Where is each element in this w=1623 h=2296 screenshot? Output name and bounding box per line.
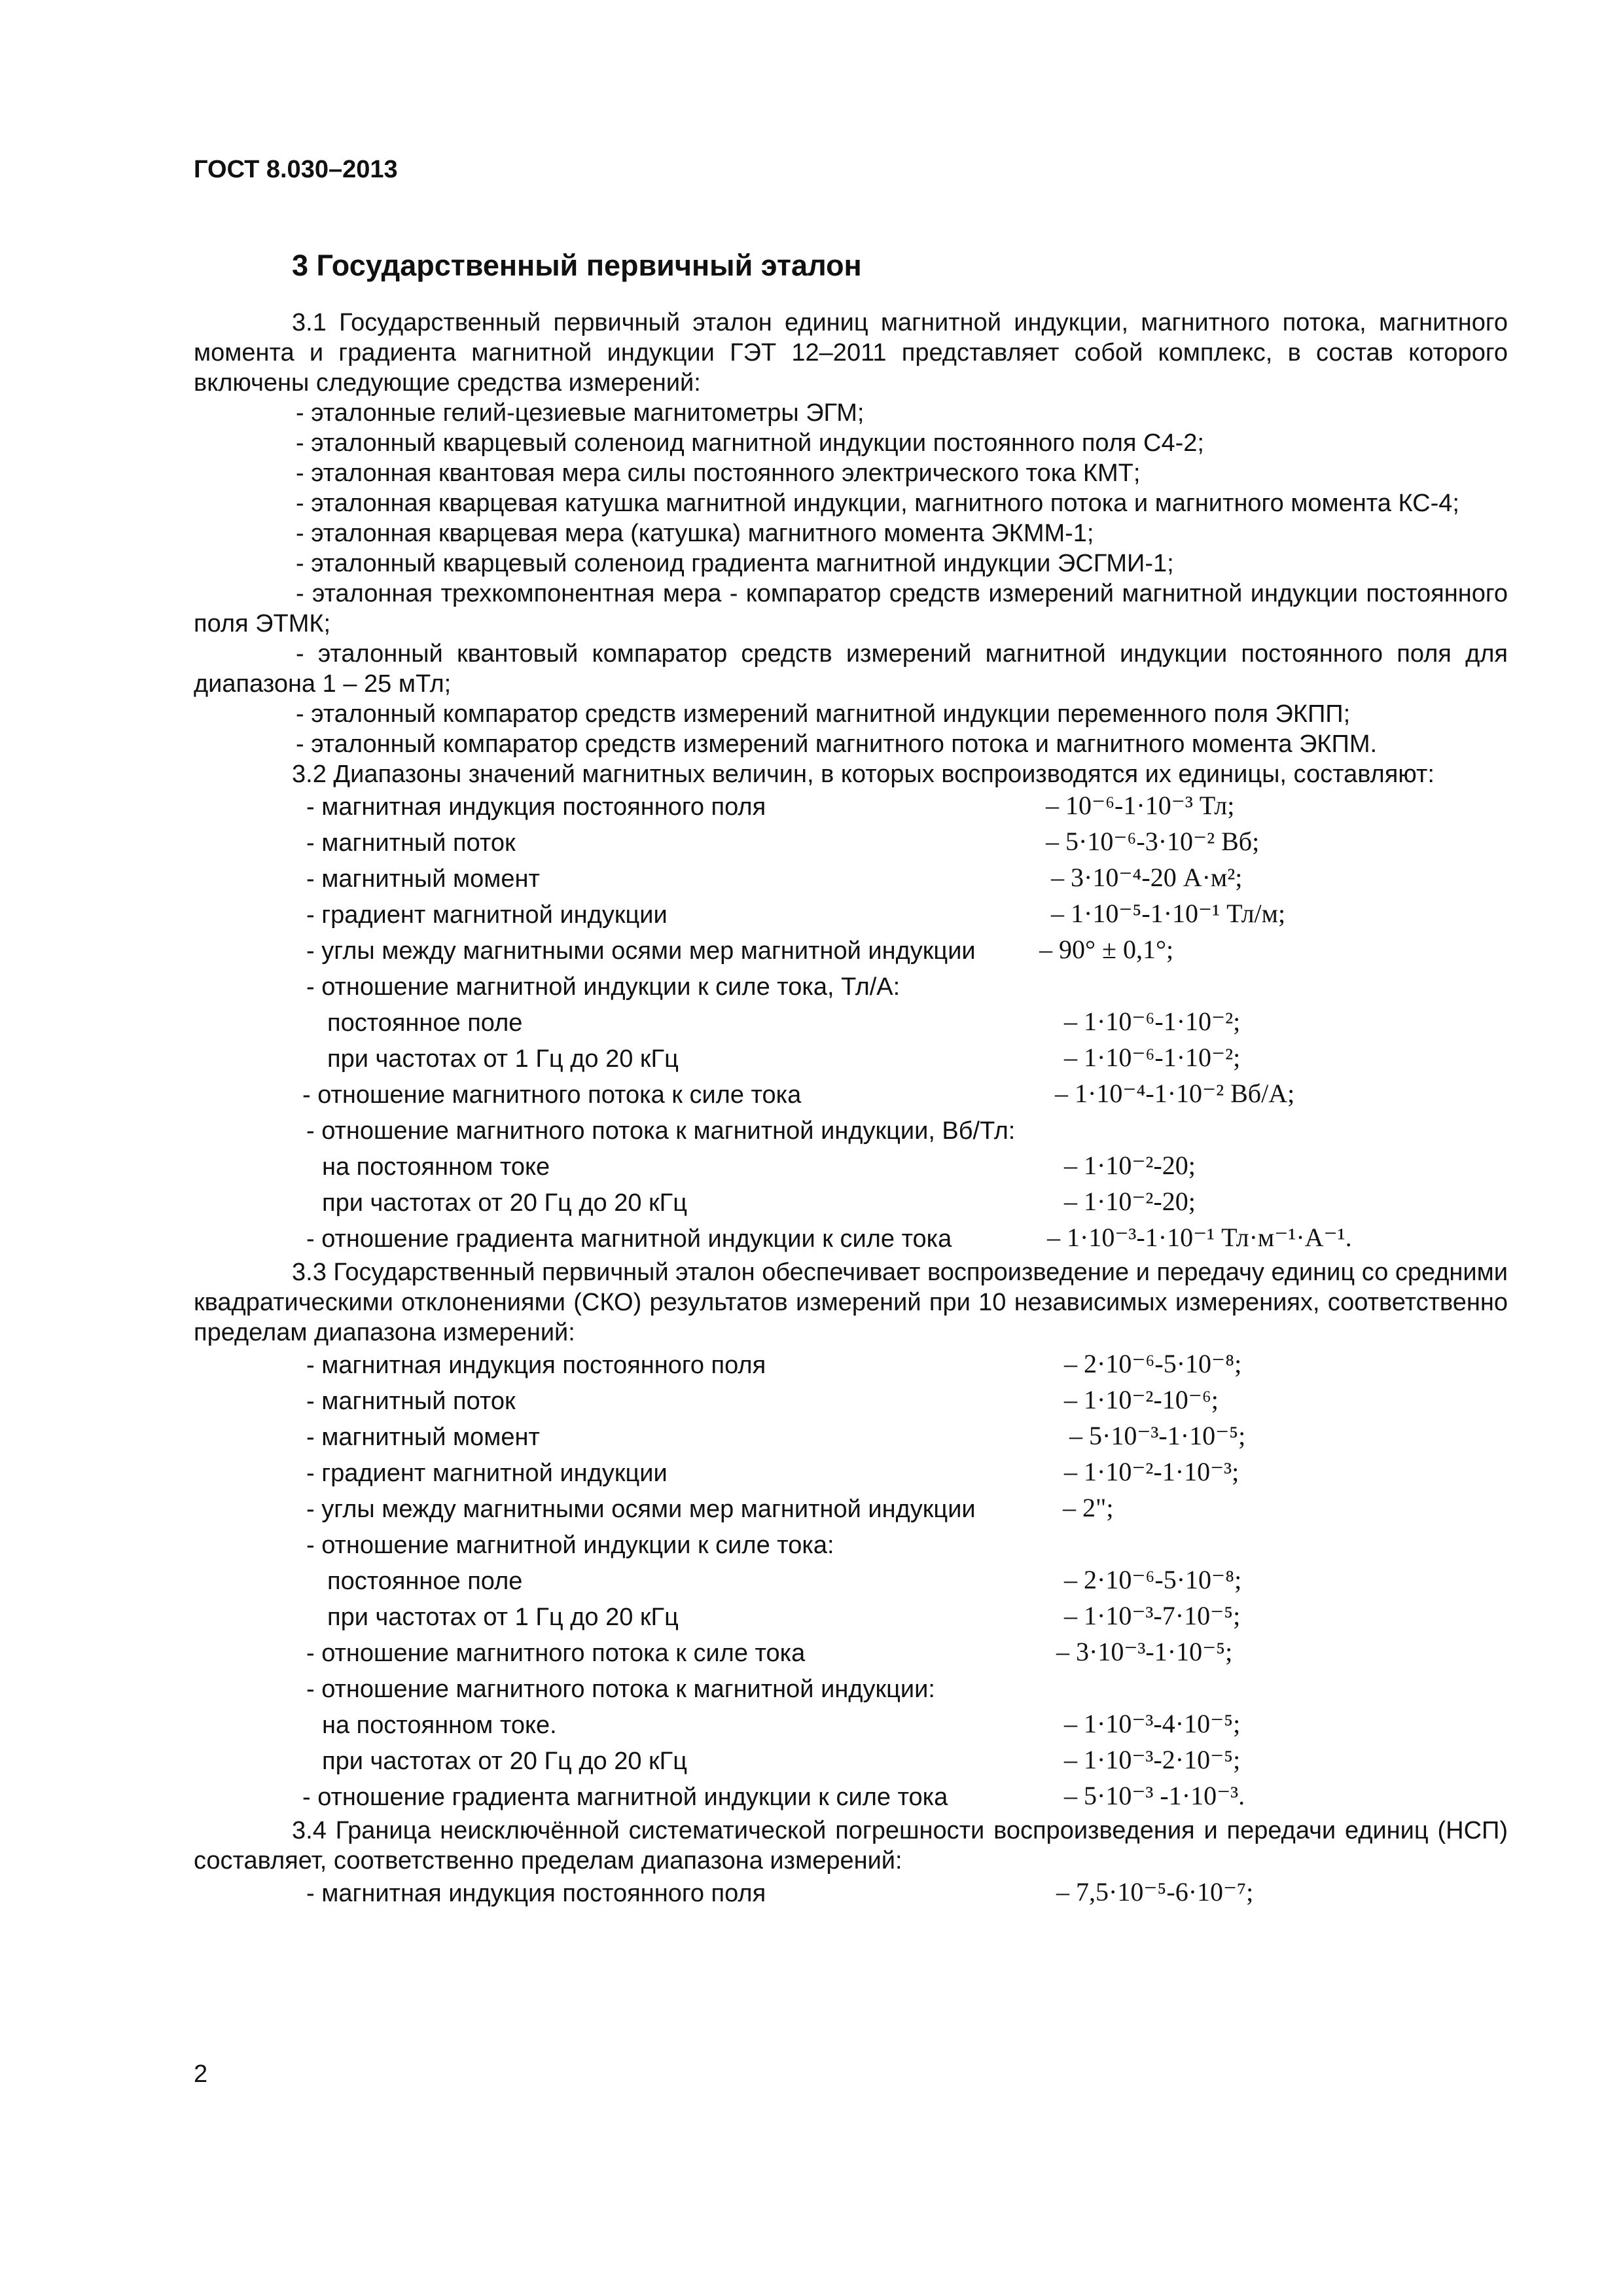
row-label: - градиент магнитной индукции	[306, 1460, 668, 1487]
list-item: - эталонный компаратор средств измерений магнитной индукции переменного поля ЭКПП;	[296, 700, 1351, 728]
row-value: – 1·10⁻³-4·10⁻⁵;	[1064, 1709, 1241, 1738]
list-item: - эталонный кварцевый соленоид магнитной индукции постоянного поля С4-2;	[296, 429, 1204, 457]
page-number: 2	[194, 2060, 208, 2088]
equipment-list	[194, 398, 1508, 759]
list-item: - эталонная кварцевая катушка магнитной индукции, магнитного потока и магнитного момента КС-4;	[296, 490, 1459, 517]
row-value: – 2·10⁻⁶-5·10⁻⁸;	[1064, 1349, 1242, 1378]
list-item: - эталонный кварцевый соленоид градиента магнитной индукции ЭСГМИ-1;	[296, 550, 1174, 577]
table-row	[194, 1600, 1508, 1636]
table-row	[194, 1708, 1508, 1744]
table-row	[194, 1876, 1508, 1912]
row-label: - отношение магнитной индукции к силе тока, Тл/А:	[306, 973, 901, 1001]
table-row	[194, 1348, 1508, 1384]
table-row	[194, 825, 1508, 861]
table-row	[194, 969, 1508, 1005]
list-item: - эталонные гелий-цезиевые магнитометры ЭГМ;	[296, 399, 865, 427]
row-value: – 1·10⁻³-7·10⁻⁵;	[1064, 1601, 1241, 1630]
row-label: - магнитная индукция постоянного поля	[306, 1352, 766, 1379]
table-row	[194, 1528, 1508, 1564]
list-item: - эталонная квантовая мера силы постоянного электрического тока КМТ;	[296, 459, 1141, 487]
paragraph-3-4: 3.4 Граница неисключённой систематической погрешности воспроизведения и передачи единиц (НСП) составляет, соответственно пределам диапазона измерений:	[194, 1817, 1508, 1874]
nsp-table	[194, 1876, 1508, 1912]
row-value: – 1·10⁻⁶-1·10⁻²;	[1064, 1043, 1241, 1072]
table-row	[194, 1384, 1508, 1420]
row-value: – 90° ± 0,1°;	[1039, 935, 1174, 964]
row-label: - отношение градиента магнитной индукции к силе тока	[302, 1784, 948, 1811]
table-row	[194, 1113, 1508, 1149]
row-value: – 7,5·10⁻⁵-6·10⁻⁷;	[1056, 1877, 1254, 1907]
list-item: - эталонная кварцевая мера (катушка) магнитного момента ЭКММ-1;	[296, 520, 1094, 547]
row-label: на постоянном токе.	[322, 1712, 557, 1739]
row-value: – 5·10⁻⁶-3·10⁻² Вб;	[1046, 827, 1260, 856]
row-value: – 1·10⁻³-1·10⁻¹ Тл·м⁻¹·А⁻¹.	[1047, 1223, 1352, 1252]
row-label: - магнитная индукция постоянного поля	[306, 1880, 766, 1907]
row-label: - отношение магнитного потока к магнитной индукции:	[306, 1676, 935, 1703]
row-label: - углы между магнитными осями мер магнитной индукции	[306, 1496, 976, 1523]
row-value: – 1·10⁻²-20;	[1064, 1151, 1196, 1180]
table-row	[194, 1420, 1508, 1456]
table-row	[194, 1221, 1508, 1257]
table-row	[194, 1149, 1508, 1185]
row-value: – 5·10⁻³ -1·10⁻³.	[1064, 1781, 1245, 1810]
table-row	[194, 1564, 1508, 1600]
table-row	[194, 789, 1508, 825]
row-label: постоянное поле	[327, 1009, 523, 1037]
row-label: при частотах от 20 Гц до 20 кГц	[322, 1189, 688, 1217]
row-label: при частотах от 20 Гц до 20 кГц	[322, 1748, 688, 1775]
table-row	[194, 1005, 1508, 1041]
row-value: – 3·10⁻⁴-20 А·м²;	[1051, 863, 1243, 892]
row-label: - отношение магнитного потока к магнитной индукции, Вб/Тл:	[306, 1117, 1016, 1145]
paragraph-3-3: 3.3 Государственный первичный эталон обеспечивает воспроизведение и передачу единиц со средними квадратическими отклонениями (СКО) результатов измерений при 10 независимых измерениях, соответственно пределам диапазона измерений:	[194, 1259, 1508, 1346]
list-item: - эталонный компаратор средств измерений магнитного потока и магнитного момента ЭКПМ.	[296, 730, 1378, 758]
row-label: - отношение магнитного потока к силе тока	[306, 1640, 806, 1667]
paragraph-3-2: 3.2 Диапазоны значений магнитных величин, в которых воспроизводятся их единицы, составляют:	[292, 761, 1435, 788]
document-body	[194, 308, 1508, 1912]
row-value: – 2·10⁻⁶-5·10⁻⁸;	[1064, 1565, 1242, 1594]
row-value: – 1·10⁻⁶-1·10⁻²;	[1064, 1007, 1241, 1036]
row-label: - градиент магнитной индукции	[306, 901, 668, 929]
ranges-table	[194, 789, 1508, 1257]
list-item: - эталонный квантовый компаратор средств измерений магнитной индукции постоянного поля для диапазона 1 – 25 мТл;	[194, 640, 1508, 698]
row-value: – 10⁻⁶-1·10⁻³ Тл;	[1046, 791, 1235, 820]
row-label: - отношение магнитной индукции к силе тока:	[306, 1532, 834, 1559]
row-label: - магнитный момент	[306, 865, 540, 893]
row-label: - магнитная индукция постоянного поля	[306, 793, 766, 821]
row-label: - отношение магнитного потока к силе тока	[302, 1081, 802, 1109]
row-value: – 1·10⁻⁴-1·10⁻² Вб/А;	[1055, 1079, 1295, 1108]
row-value: – 5·10⁻³-1·10⁻⁵;	[1069, 1421, 1246, 1450]
row-label: - магнитный поток	[306, 829, 516, 857]
row-label: при частотах от 1 Гц до 20 кГц	[327, 1604, 679, 1631]
table-row	[194, 1780, 1508, 1816]
row-label: на постоянном токе	[322, 1153, 550, 1181]
table-row	[194, 1744, 1508, 1780]
sko-table	[194, 1348, 1508, 1816]
table-row	[194, 1041, 1508, 1077]
document-code-header: ГОСТ 8.030–2013	[194, 156, 398, 183]
table-row	[194, 1185, 1508, 1221]
section-title: 3 Государственный первичный эталон	[292, 249, 862, 282]
row-label: - магнитный момент	[306, 1424, 540, 1451]
row-label: при частотах от 1 Гц до 20 кГц	[327, 1045, 679, 1073]
table-row	[194, 933, 1508, 969]
table-row	[194, 1456, 1508, 1492]
table-row	[194, 1077, 1508, 1113]
row-label: - магнитный поток	[306, 1388, 516, 1415]
list-item: - эталонная трехкомпонентная мера - компаратор средств измерений магнитной индукции постоянного поля ЭТМК;	[194, 580, 1508, 637]
table-row	[194, 1492, 1508, 1528]
table-row	[194, 861, 1508, 897]
row-label: - углы между магнитными осями мер магнитной индукции	[306, 937, 976, 965]
paragraph-3-1: 3.1 Государственный первичный эталон единиц магнитной индукции, магнитного потока, магнитного момента и градиента магнитной индукции ГЭТ 12–2011 представляет собой комплекс, в состав которого включены следующие средства измерений:	[194, 309, 1508, 397]
row-value: – 1·10⁻²-20;	[1064, 1187, 1196, 1216]
table-row	[194, 1636, 1508, 1672]
row-label: постоянное поле	[327, 1568, 523, 1595]
table-row	[194, 1672, 1508, 1708]
row-value: – 1·10⁻²-1·10⁻³;	[1064, 1457, 1240, 1486]
row-value: – 1·10⁻³-2·10⁻⁵;	[1064, 1745, 1241, 1774]
row-value: – 1·10⁻⁵-1·10⁻¹ Тл/м;	[1051, 899, 1286, 928]
row-value: – 2";	[1063, 1493, 1114, 1522]
row-value: – 1·10⁻²-10⁻⁶;	[1064, 1385, 1219, 1414]
table-row	[194, 897, 1508, 933]
row-label: - отношение градиента магнитной индукции к силе тока	[306, 1225, 952, 1253]
row-value: – 3·10⁻³-1·10⁻⁵;	[1056, 1637, 1233, 1666]
